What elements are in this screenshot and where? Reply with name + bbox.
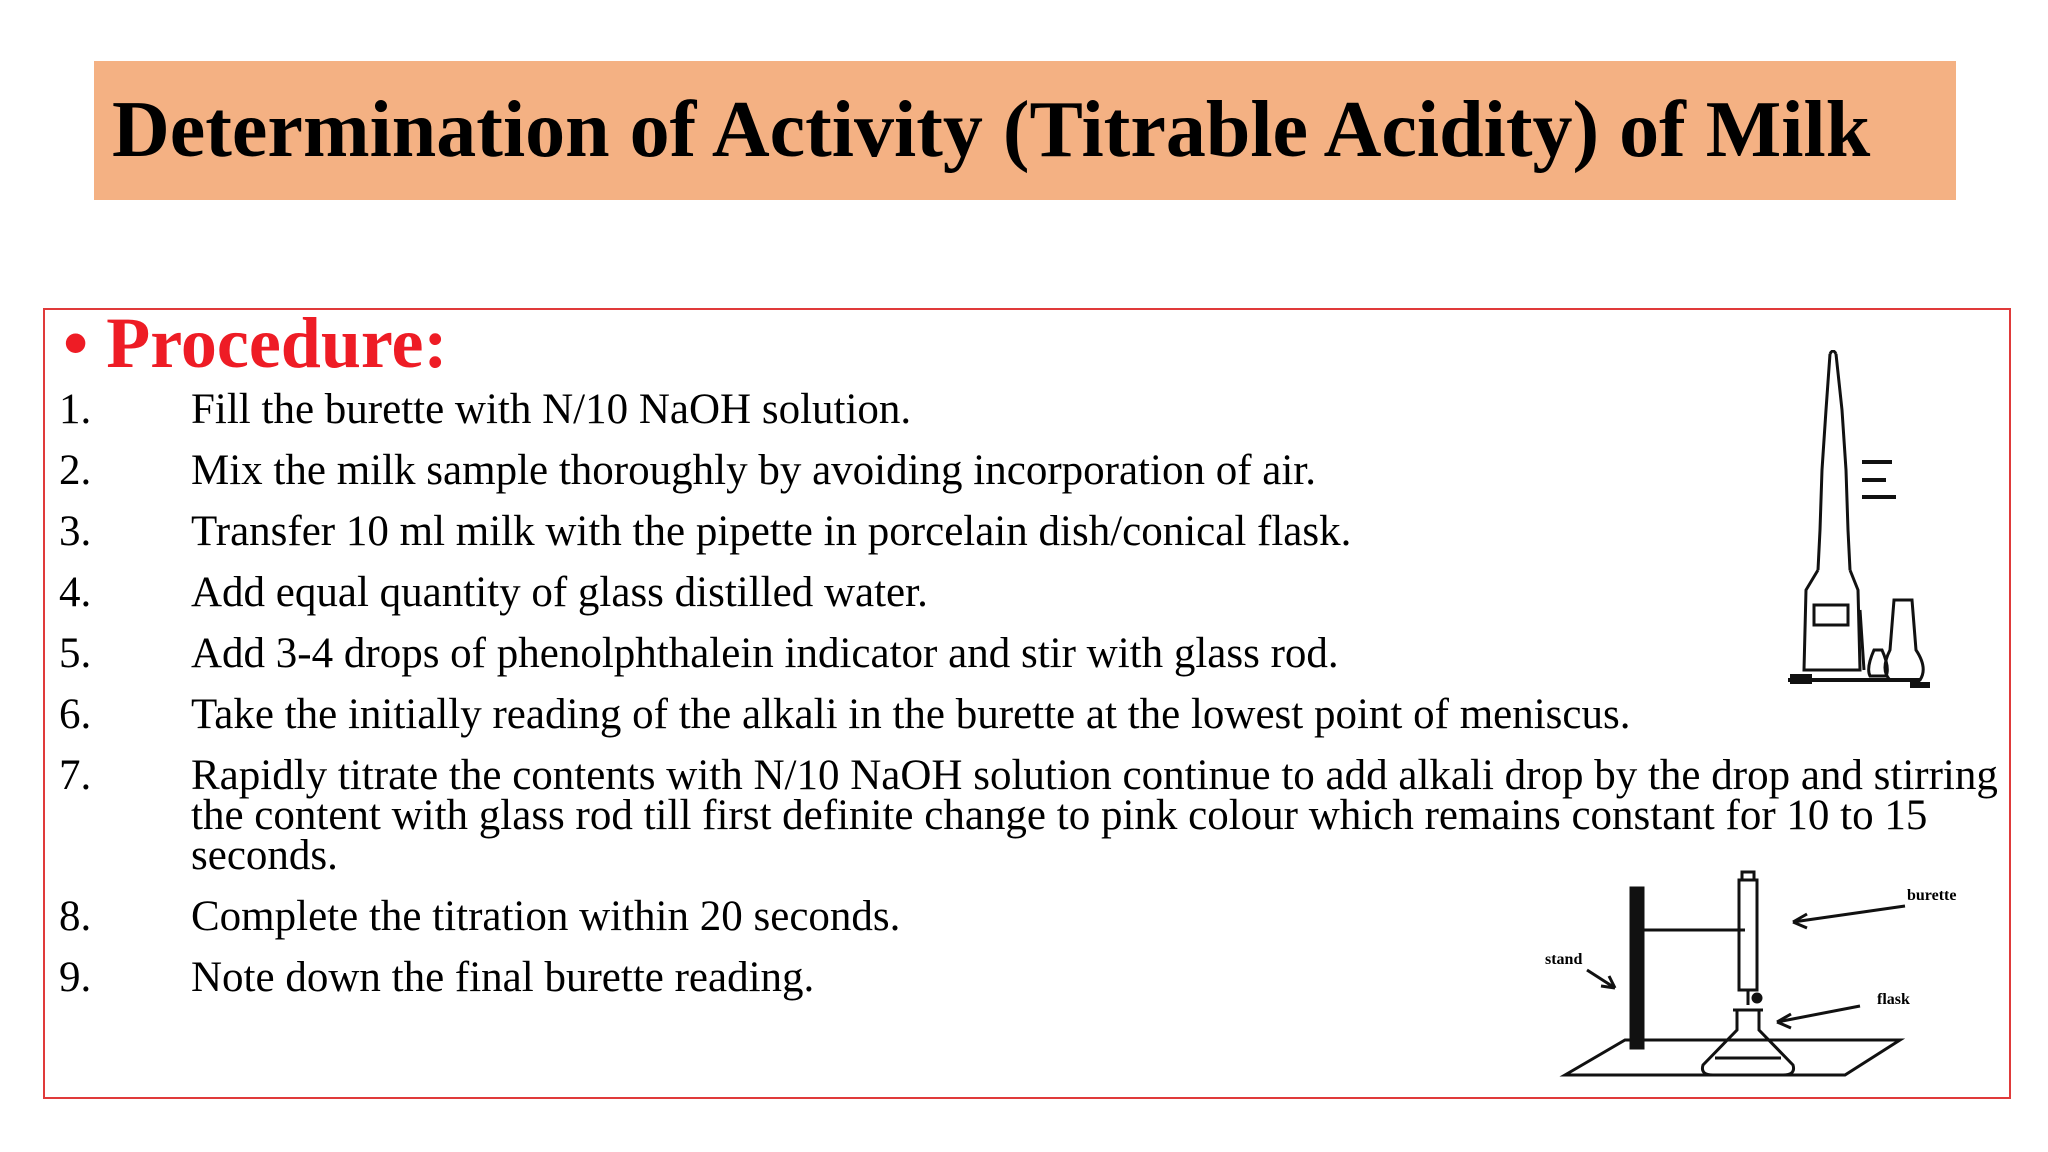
step-number: 4.: [59, 569, 92, 616]
step-text: Note down the final burette reading.: [191, 954, 815, 1001]
step-number: 1.: [59, 386, 92, 433]
step-text: Mix the milk sample thoroughly by avoiding incorporation of air.: [191, 447, 1316, 494]
list-item: [59, 691, 1999, 738]
list-item: [59, 508, 1999, 555]
step-number: 8.: [59, 893, 92, 940]
step-number: 7.: [59, 752, 92, 799]
list-item: [59, 386, 1999, 433]
list-item: [59, 447, 1999, 494]
step-number: 9.: [59, 954, 92, 1001]
titration-setup-illustration: [1545, 870, 1965, 1090]
step-number: 3.: [59, 508, 92, 555]
list-item: [59, 752, 1999, 879]
procedure-heading-text: Procedure:: [106, 303, 448, 383]
title-banner: [94, 61, 1956, 200]
step-text: Take the initially reading of the alkali in the burette at the lowest point of meniscus.: [191, 691, 1631, 738]
step-number: 6.: [59, 691, 92, 738]
list-item: [59, 630, 1999, 677]
step-number: 5.: [59, 630, 92, 677]
step-text: Rapidly titrate the contents with N/10 NaOH solution continue to add alkali drop by the drop and stirring the content with glass rod till first definite change to pink colour which remains constant for 10 to 15 seconds.: [191, 752, 1998, 879]
step-text: Complete the titration within 20 seconds.: [191, 893, 901, 940]
pipette-apparatus-illustration: [1770, 350, 1930, 700]
flask-label: flask: [1877, 991, 1910, 1008]
procedure-heading: [63, 302, 447, 385]
list-item: [59, 569, 1999, 616]
step-text: Add equal quantity of glass distilled water.: [191, 569, 928, 616]
step-number: 2.: [59, 447, 92, 494]
burette-label: burette: [1907, 887, 1957, 904]
step-text: Fill the burette with N/10 NaOH solution.: [191, 386, 912, 433]
stand-label: stand: [1545, 951, 1583, 968]
page-title: Determination of Activity (Titrable Acidity) of Milk: [112, 86, 1871, 174]
bullet-icon: •: [63, 303, 89, 383]
step-text: Transfer 10 ml milk with the pipette in porcelain dish/conical flask.: [191, 508, 1352, 555]
step-text: Add 3-4 drops of phenolphthalein indicator and stir with glass rod.: [191, 630, 1339, 677]
